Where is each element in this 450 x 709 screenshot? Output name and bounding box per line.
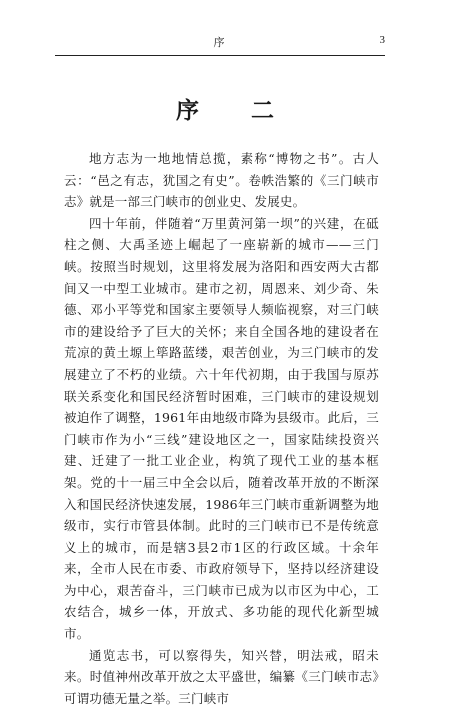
paragraph-2: 四十年前，伴随着“万里黄河第一坝”的兴建，在砥柱之侧、大禹圣迹上崛起了一座崭新的城市——三门峡。按照当时规划，这里将发展为洛阳和西安两大古都间又一中型工业城市。建市之初，周恩来、刘少奇、朱德、邓小平等党和国家主要领导人频临视察，对三门峡市的建设给予了巨大的关怀；来自全国各地的建设者在荒凉的黄土塬上筚路蓝缕，艰苦创业，为三门峡市的发展建立了不朽的业绩。六十年代初期，由于我国与原苏联关系变化和国民经济暂时困难，三门峡市的建设规划被迫作了调整，1961年由地级市降为县级市。此后，三门峡市作为小“三线”建设地区之一，国家陆续投资兴建、迁建了一批工业企业，构筑了现代工业的基本框架。党的十一届三中全会以后，随着改革开放的不断深入和国民经济快速发展，1986年三门峡市重新调整为地级市，实行市管县体制。此时的三门峡市已不是传统意义上的城市，而是辖3县2市1区的行政区域。十余年来，全市人民在市委、市政府领导下，坚持以经济建设为中心，艰苦奋斗，三门峡市已成为以市区为中心，工农结合，城乡一体，开放式、多功能的现代化新型城市。 xyxy=(64,215,379,642)
paragraph-1: 地方志为一地地情总揽，素称“博物之书”。古人云：“邑之有志，犹国之有史”。卷帙浩繁的《三门峡市志》就是一部三门峡市的创业史、发展史。 xyxy=(64,151,379,210)
running-header-title: 序 xyxy=(213,36,227,49)
body-text xyxy=(64,148,379,709)
paragraph-3: 通览志书，可以察得失，知兴替，明法戒，昭未来。时值神州改革开放之太平盛世，编纂《三门峡市志》可谓功德无量之举。三门峡市 xyxy=(64,647,379,706)
running-header xyxy=(55,34,385,52)
section-heading: 序 二 xyxy=(175,97,296,124)
page-number: 3 xyxy=(379,34,385,46)
header-rule xyxy=(55,55,385,56)
